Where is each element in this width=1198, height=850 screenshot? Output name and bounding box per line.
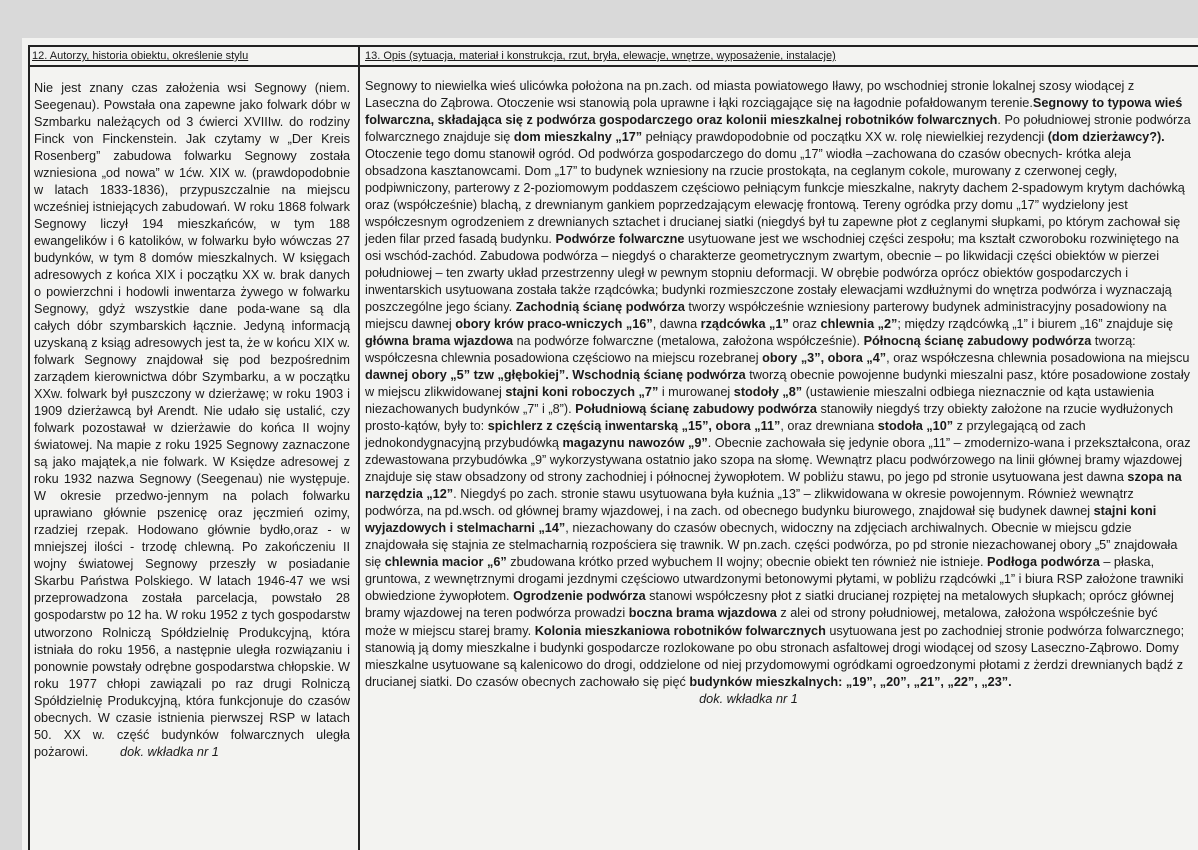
description-bold-segment: Podwórze folwarczne	[555, 232, 685, 247]
description-footnote: dok. wkładka nr 1	[699, 691, 798, 706]
description-bold-segment: stajni koni wyjazdowych i stelmacharni „14”	[365, 504, 1157, 536]
description-segment: (ustawienie mieszalni odbiega nieznacznie od kąta ustawienia niezachowanych budynków „7” i „8”).	[365, 385, 1155, 417]
description-segment: i murowanej	[658, 385, 734, 400]
description-bold-segment: Kolonia mieszkaniowa robotników folwarcznych	[534, 623, 826, 638]
description-bold-segment: boczna brama wjazdowa	[628, 606, 777, 621]
description-bold-segment: Północną ścianę zabudowy podwórza	[863, 334, 1092, 349]
description-segment: z przylegającą od zach jednokondygnacyjną przybudówką	[365, 419, 1086, 451]
description-segment: stanowiły niegdyś trzy obiekty założone na rzucie wydłużonych prosto-kątów, były to:	[365, 402, 1174, 434]
description-segment: stanowi współczesny płot z siatki drucianej rozpiętej na metalowych słupkach; oprócz głównej bramy wjazdowej na teren podwórza prowadzi	[365, 589, 1174, 621]
description-bold-segment: budynków mieszkalnych: „19”, „20”, „21”, „22”, „23”.	[689, 674, 1012, 689]
section-12-header: 12. Autorzy, historia obiektu, określenie stylu	[32, 50, 249, 62]
description-segment: , niezachowany do czasów obecnych, widoczny na zdjęciach archiwalnych. Obecnie w miejscu gdzie znajdowała się stajnia ze stelmacharnią rozpościera się trawnik. W pn.zach. części podwórza, po pd stronie niezachowanej obory „5” znajdowała się	[365, 521, 1178, 570]
description-segment: oraz	[788, 317, 821, 332]
header-underline	[28, 65, 1198, 67]
description-bold-segment: Podłoga podwórza	[987, 555, 1100, 570]
frame-top-line	[28, 45, 1198, 47]
description-segment: usytuowane jest we wschodniej części zespołu; ma kształt czworoboku rozwiniętego na osi wschód-zachód. Zabudowa podwórza – niegdyś o charakterze geometrycznym zwartym, obecnie – po likwidacji części obiektów w pierzei południowej – ten zwarty układ przestrzenny uległ w pewnym stopniu deformacji. W obrębie podwórza oprócz obiektów gospodarczych i inwentarskich usytuowana została także rządcówka; budynki rozmieszczone zostały elewacjami wzdłużnymi do wnętrza podwórza i wyznaczają poszczególne jego ściany.	[365, 232, 1179, 315]
description-bold-segment: obory „3”, obora „4”	[762, 351, 887, 366]
description-segment: ; między rządcówką „1” i biurem „16” znajduje się	[897, 317, 1174, 332]
description-segment: . Po południowej stronie podwórza folwarcznego znajduje się	[365, 113, 1191, 145]
description-bold-segment: stajni koni roboczych „7”	[505, 385, 659, 400]
description-segment: tworzą: współczesna chlewnia posadowiona częściowo na miejscu rozebranej	[365, 334, 1136, 366]
description-segment: – płaska, gruntowa, z wewnętrznymi drogami jezdnymi częściowo utwardzonymi betonowymi płytami, w pobliżu rządcówki „1” i biura RSP założone trawniki obwiedzione żywopłotem.	[365, 555, 1184, 604]
frame-left-line	[28, 45, 30, 850]
description-segment: zbudowana krótko przed wybuchem II wojny; obecnie obiekt ten również nie istnieje.	[506, 555, 988, 570]
description-bold-segment: Południową ścianę zabudowy podwórza	[575, 402, 817, 417]
description-text	[365, 78, 1192, 691]
description-segment: , oraz drewniana	[780, 419, 878, 434]
description-bold-segment: stodoły „8”	[733, 385, 803, 400]
description-bold-segment: szopa na narzędzia „12”	[365, 470, 1182, 502]
history-text: Nie jest znany czas założenia wsi Segnowy (niem. Seegenau). Powstała ona zapewne jako folwark dóbr w Szmbarku należących od 3 ćwierci XVIIIw. do rodziny Finck von Finckenstein. Jak czytamy w „Der Kreis Rosenberg” zabudowa folwarku Segnowy została wzniesiona „od nowa” w 1ćw. XIX w. (prawdopodobnie w latach 1833-1836), przypuszczalnie na miejscu wcześniej istniejących zabudowań. W roku 1868 folwark Segnowy liczył 194 mieszkańców, w tym 188 ewangelików i 6 katolików, w folwarku było wówczas 27 budynków, w tym 8 domów mieszkalnych. W księgach adresowych z końca XIX i początku XX w. brak danych o powierzchni i hodowli inwentarza żywego w folwarku Segnowy, gdyż wszystkie dane poda-wane są dla całych dóbr szymbarskich łącznie. Jedyną informacją uzyskaną z ksiąg adresowych jest ta, że w końcu XIX w. folwark Segnowy znajdował się pod bezpośrednim zarządem kierownictwa dóbr Szymbarku, a w początku XXw. folwark był puszczony w dzierżawę; w roku 1903 i 1909 dzierżawcą był Arendt. Nie udało się ustalić, czy folwark pozostawał w dzierżawie do końca II wojny światowej. Na mapie z roku 1925 Segnowy zaznaczone są jako majątek,a nie folwark. W Księdze adresowej z roku 1932 nazwa Segnowy (Seegenau) nie występuje. W okresie przedwo-jennym na polach folwarku uprawiano głównie pszenicę oraz jęczmień ozimy, rzadziej rzepak. Hodowano głównie bydło,oraz - w mniejszej ilości - trzodę chlewną. Po zakończeniu II wojny światowej Segnowy przeszły w posiadanie Skarbu Państwa Polskiego. W latach 1946-47 we wsi przeprowadzona została parcelacja, powstało 28 gospodarstw po 12 ha. W roku 1952 z tych gospodarstw utworzono Rolniczą Spółdzielnię Produkcyjną, która istniała do roku 1956, a następnie uległa rozwiązaniu i ponownie powstały odrębne gospodarstwa chłopskie. W roku 1977 chłopi zawiązali po raz drugi Rolniczą Spółdzielnię Produkcyjną, która funkcjonuje do czasów obecnych. W czasie istnienia pierwszej RSP w latach 50. XX w. część budynków folwarcznych uległa pożarowi.	[34, 81, 350, 759]
column-divider	[358, 45, 360, 850]
description-segment: tworzą obecnie powojenne budynki mieszalni pasz, które posadowione zostały w miejscu zlikwidowanej	[365, 368, 1191, 400]
description-bold-segment: (dom dzierżawcy?).	[1047, 130, 1165, 145]
description-bold-segment: chlewnia macior „6”	[384, 555, 507, 570]
description-segment: , oraz współczesna chlewnia posadowiona na miejscu	[886, 351, 1190, 366]
description-segment: Segnowy to niewielka wieś ulicówka położona na pn.zach. od miasta powiatowego Iławy, po wschodniej stronie lokalnej szosy wiodącej z Laseczna do Ząbrowa. Otoczenie wsi stanowią pola uprawne i łąki rozciągające się na łagodnie pofałdowanym terenie.	[365, 79, 1135, 111]
description-segment: . Niegdyś po zach. stronie stawu usytuowana była kuźnia „13” – zlikwidowana w okresie powojennym. Również wewnątrz podwórza, na pd.wsch. od głównej bramy wjazdowej, i na zach. od obecnego budynku biurowego, znajdował się budynek dawnej	[365, 487, 1134, 519]
description-bold-segment: magazynu nawozów „9”	[562, 436, 708, 451]
history-column	[34, 80, 350, 761]
description-bold-segment: stodoła „10”	[877, 419, 954, 434]
description-column	[365, 78, 1192, 708]
description-bold-segment: główna brama wjazdowa	[365, 334, 514, 349]
history-footnote: dok. wkładka nr 1	[120, 744, 219, 759]
description-bold-segment: Segnowy to typowa wieś folwarczna, składająca się z podwórza gospodarczego oraz kolonii mieszkalnej robotników folwarcznych	[365, 96, 1183, 128]
description-bold-segment: Zachodnią ścianę podwórza	[515, 300, 685, 315]
description-segment: z alei od strony południowej, metalowa, założona współcześnie być może w miejscu starej bramy.	[365, 606, 1158, 638]
description-bold-segment: rządcówka „1”	[700, 317, 789, 332]
description-bold-segment: dawnej obory „5” tzw „głębokiej”. Wschodnią ścianę podwórza	[365, 368, 746, 383]
description-segment: pełniący prawdopodobnie od początku XX w. rolę niewielkiej rezydencji	[642, 130, 1048, 145]
description-segment: tworzy współcześnie wzniesiony parterowy budynek administracyjny posadowiony na miejscu dawnej	[365, 300, 1167, 332]
description-bold-segment: spichlerz z częścią inwentarską „15”, obora „11”	[487, 419, 781, 434]
section-13-header: 13. Opis (sytuacja, materiał i konstrukcja, rzut, bryła, elewacje, wnętrze, wyposażenie, instalacje)	[365, 50, 836, 62]
description-segment: usytuowana jest po zachodniej stronie podwórza folwarcznego; stanowią ją domy mieszkalne i budynki gospodarcze rozlokowane po obu stronach asfaltowej drogi wiodącej od szosy Laseczno-Ząbrowo. Domy mieszkalne usytuowane są kalenicowo do drogi, oddzielone od niej przydomowymi ogródkami ogroedzonymi płotami z żerdzi drewnianych bądź z drucianej siatki. Do czasów obecnych zachowało się pięć	[365, 623, 1185, 689]
description-bold-segment: Ogrodzenie podwórza	[513, 589, 646, 604]
description-segment: . Obecnie zachowała się jedynie obora „11” – zmodernizo-wana i przekształcona, oraz zdewastowana przybudówka „9” wykorzystywana ostatnio jako szopa na słomę. Wewnątrz placu podwórzowego na linii głównej bramy wjazdowej znajduje się staw obsadzony od strony zachodniej i północnej żywopłotem. W pobliżu stawu, po jego pd stronie usytuowana jest dawna	[365, 436, 1191, 485]
description-bold-segment: obory krów praco-wniczych „16”	[455, 317, 653, 332]
description-segment: na podwórze folwarczne (metalowa, założona współcześnie).	[513, 334, 864, 349]
description-segment: Otoczenie tego domu stanowił ogród. Od podwórza gospodarczego do domu „17” wiodła –zachowana do czasów obecnych- krótka aleja obsadzona kasztanowcami. Dom „17” to budynek wzniesiony na rzucie prostokąta, na ceglanym cokole, murowany z czerwonej cegły, podpiwniczony, parterowy z 2-poziomowym poddaszem częściowo pełniącym funkcje mieszkalne, nakryty dachem 2-spadowym krytym dachówką oraz (współcześnie) blachą, z drewnianym gankiem poprzedzającym elewację frontową. Tereny ogródka przy domu „17” wydzielony jest współczesnym ogrodzeniem z drewnianych sztachet i drucianej siatki (niegdyś był tu zapewne płot z ceglanymi słupkami, po którym zachował się jeden filar przed fasadą budynku.	[365, 147, 1185, 247]
description-segment: , dawna	[652, 317, 701, 332]
description-bold-segment: dom mieszkalny „17”	[513, 130, 643, 145]
description-bold-segment: chlewnia „2”	[820, 317, 898, 332]
